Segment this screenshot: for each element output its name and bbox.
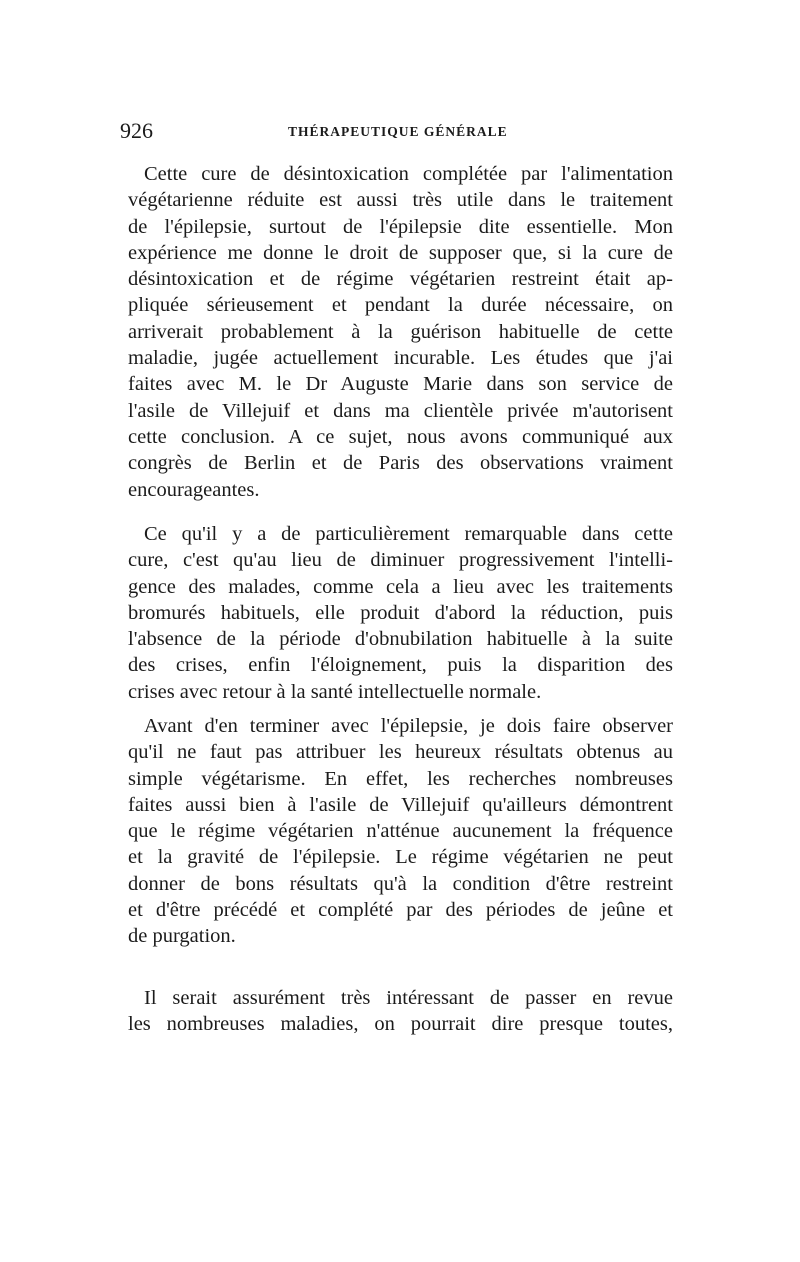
text-line: des crises, enfin l'éloignement, puis la disparition des: [128, 654, 673, 677]
text-line: gence des malades, comme cela a lieu avec les traitements: [128, 575, 673, 598]
text-line: congrès de Berlin et de Paris des observations vraiment: [128, 452, 673, 475]
text-line: et la gravité de l'épilepsie. Le régime végétarien ne peut: [128, 846, 673, 869]
text-line: l'asile de Villejuif et dans ma clientèle privée m'autorisent: [128, 399, 673, 422]
text-line: faites avec M. le Dr Auguste Marie dans son service de: [128, 373, 673, 396]
running-title: THÉRAPEUTIQUE GÉNÉRALE: [288, 124, 508, 139]
text-line: désintoxication et de régime végétarien restreint était ap-: [128, 268, 673, 291]
text-line: simple végétarisme. En effet, les recherches nombreuses: [128, 767, 673, 790]
text-line: végétarienne réduite est aussi très utile dans le traitement: [128, 189, 673, 212]
text-line: Ce qu'il y a de particulièrement remarquable dans cette: [144, 523, 673, 545]
text-line: cure, c'est qu'au lieu de diminuer progressivement l'intelli-: [128, 549, 673, 572]
text-line: de l'épilepsie, surtout de l'épilepsie dite essentielle. Mon: [128, 215, 673, 238]
text-line: arriverait probablement à la guérison habituelle de cette: [128, 320, 673, 343]
paragraph-3: [128, 713, 673, 950]
text-line: l'absence de la période d'obnubilation habituelle à la suite: [128, 628, 673, 651]
text-line: de purgation.: [128, 925, 236, 948]
page-number: 926: [120, 118, 153, 143]
text-line: crises avec retour à la santé intellectuelle normale.: [128, 680, 542, 703]
page-header: [120, 118, 680, 146]
text-line: faites aussi bien à l'asile de Villejuif qu'ailleurs démontrent: [128, 793, 673, 816]
text-line: qu'il ne faut pas attribuer les heureux résultats obtenus au: [128, 741, 673, 764]
text-line: les nombreuses maladies, on pourrait dire presque toutes,: [128, 1013, 673, 1036]
paragraph-2: [128, 521, 673, 705]
paragraph-4: [128, 985, 673, 1038]
text-line: pliquée sérieusement et pendant la durée nécessaire, on: [128, 294, 673, 317]
text-line: maladie, jugée actuellement incurable. Les études que j'ai: [128, 347, 673, 370]
text-line: encourageantes.: [128, 478, 260, 501]
text-line: bromurés habituels, elle produit d'abord la réduction, puis: [128, 601, 673, 624]
text-line: cette conclusion. A ce sujet, nous avons communiqué aux: [128, 425, 673, 448]
text-line: donner de bons résultats qu'à la condition d'être restreint: [128, 872, 673, 895]
text-line: que le régime végétarien n'atténue aucunement la fréquence: [128, 820, 673, 843]
text-line: Avant d'en terminer avec l'épilepsie, je dois faire observer: [144, 715, 673, 737]
text-line: expérience me donne le droit de supposer que, si la cure de: [128, 241, 673, 264]
paragraph-1: [128, 161, 673, 503]
text-line: et d'être précédé et complété par des périodes de jeûne et: [128, 899, 673, 922]
text-line: Cette cure de désintoxication complétée par l'alimentation: [144, 163, 673, 185]
text-line: Il serait assurément très intéressant de passer en revue: [144, 987, 673, 1009]
